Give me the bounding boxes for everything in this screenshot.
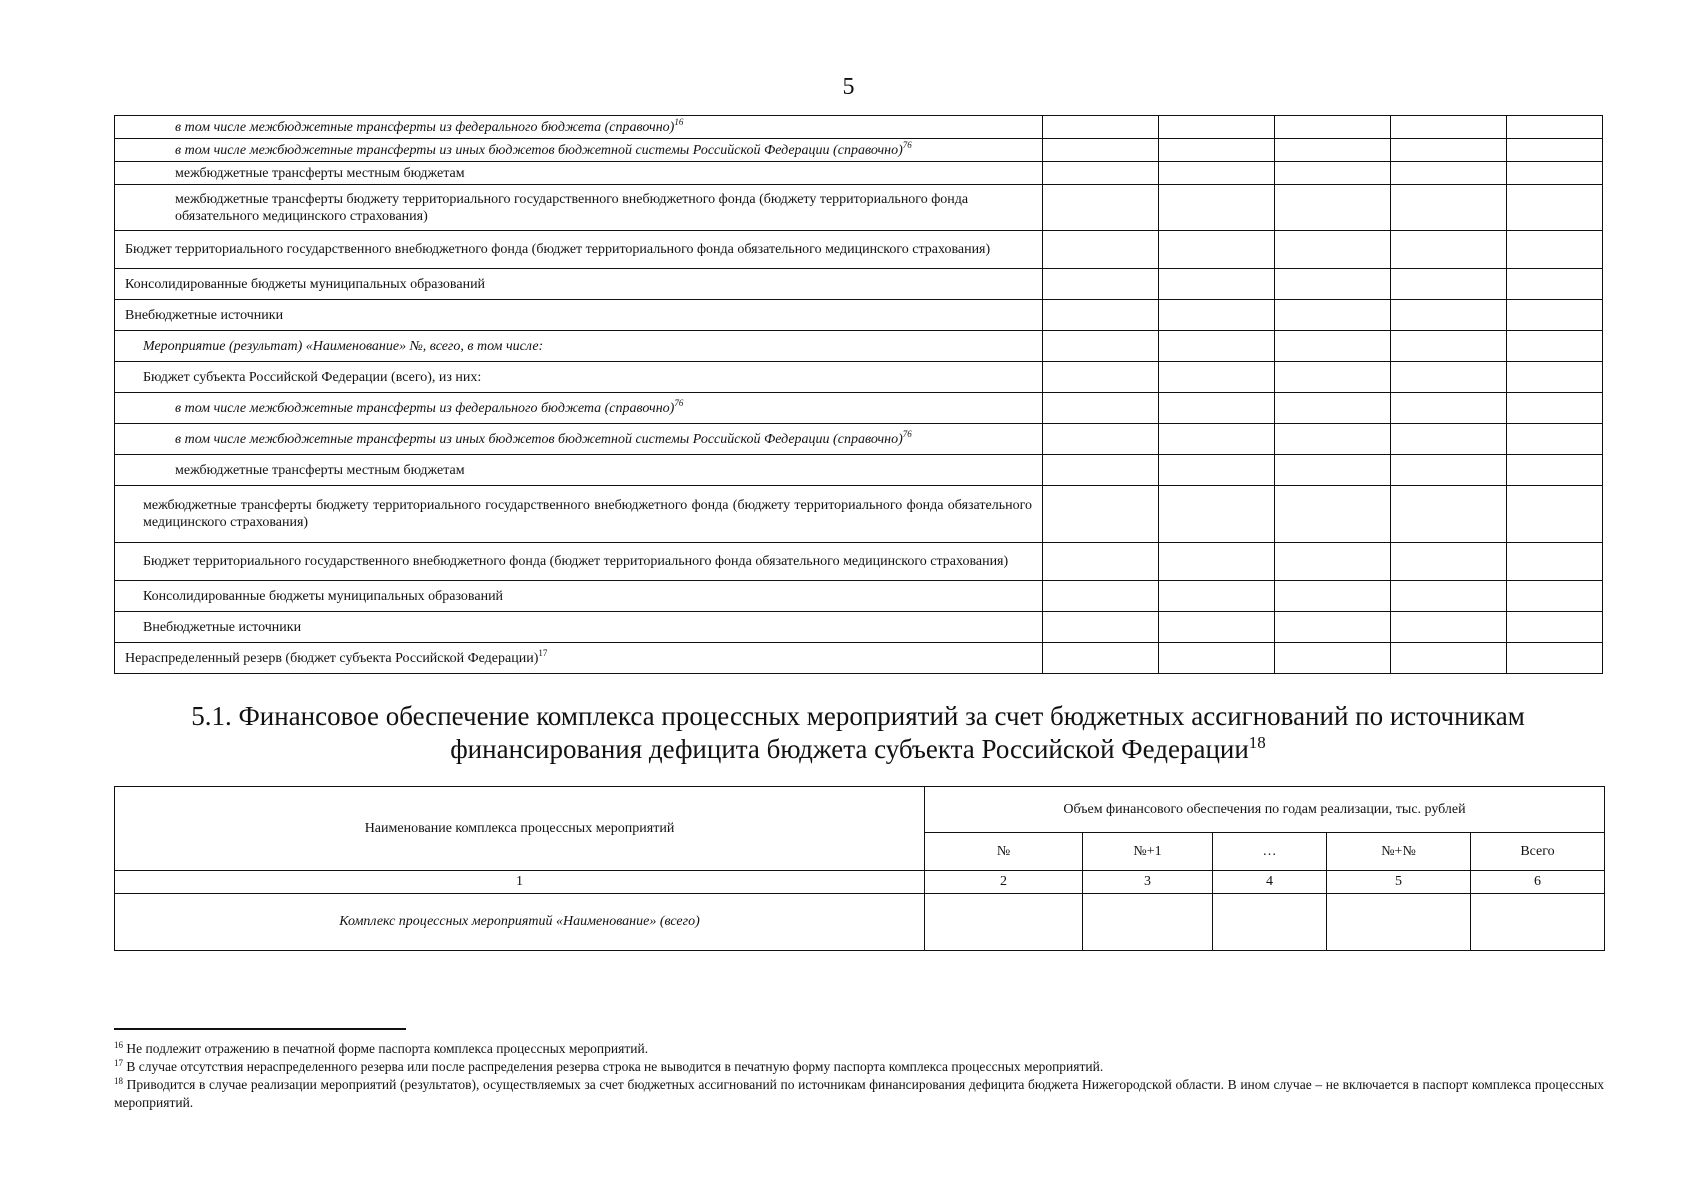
value-cell [1391, 185, 1507, 231]
value-cell [1043, 231, 1159, 269]
value-cell [1391, 543, 1507, 581]
footnote-ref: 76 [902, 139, 912, 150]
footnote-ref: 16 [674, 116, 684, 127]
value-cell [1083, 894, 1213, 951]
value-cell [1391, 486, 1507, 543]
value-cell [1043, 362, 1159, 393]
value-cell [1275, 162, 1391, 185]
value-cell [1275, 185, 1391, 231]
value-cell [1043, 185, 1159, 231]
funding-row-label [115, 393, 1043, 424]
value-cell [1471, 894, 1605, 951]
value-cell [1391, 455, 1507, 486]
funding-row [115, 139, 1603, 162]
funding-row [115, 185, 1603, 231]
funding-row-text: Бюджет субъекта Российской Федерации (всего), из них: [143, 369, 482, 385]
value-cell [1391, 581, 1507, 612]
value-cell [1275, 231, 1391, 269]
funding-row-text: межбюджетные трансферты местным бюджетам [175, 165, 465, 181]
funding-row-text: Консолидированные бюджеты муниципальных образований [143, 588, 504, 604]
funding-row-text: в том числе межбюджетные трансферты из федерального бюджета (справочно) [175, 400, 675, 416]
footnote-text: Приводится в случае реализации мероприятий (результатов), осуществляемых за счет бюджетных ассигнований по источникам финансирования дефицита бюджета Нижегородской области. В ином случае – не включается в паспорт комплекса процессных мероприятий. [114, 1077, 1605, 1110]
value-cell [1507, 162, 1603, 185]
value-cell [1275, 300, 1391, 331]
value-cell [1275, 393, 1391, 424]
footnote [114, 1040, 1604, 1058]
value-cell [1043, 543, 1159, 581]
value-cell [1043, 162, 1159, 185]
funding-row [115, 231, 1603, 269]
value-cell [1275, 269, 1391, 300]
value-cell [1043, 612, 1159, 643]
column-number: 3 [1083, 871, 1213, 894]
value-cell [1159, 331, 1275, 362]
name-column-header: Наименование комплекса процессных мероприятий [115, 787, 925, 871]
value-cell [1159, 455, 1275, 486]
value-cell [1507, 269, 1603, 300]
funding-row-label [115, 162, 1043, 185]
section-title-text: 5.1. Финансовое обеспечение комплекса процессных мероприятий за счет бюджетных ассигнований по источникам финансирования дефицита бюджета субъекта Российской Федерации [191, 701, 1525, 764]
value-cell [1159, 162, 1275, 185]
funding-row [115, 162, 1603, 185]
value-cell [1507, 643, 1603, 674]
funding-row-text: в том числе межбюджетные трансферты из федерального бюджета (справочно) [175, 119, 675, 135]
column-number: 6 [1471, 871, 1605, 894]
footnote-text: В случае отсутствия нераспределенного резерва или после распределения резерва строка не выводится в печатную форму паспорта комплекса процессных мероприятий. [126, 1059, 1104, 1074]
funding-row [115, 393, 1603, 424]
funding-row-text: Мероприятие (результат) «Наименование» №, всего, в том числе: [143, 338, 544, 354]
value-cell [1159, 486, 1275, 543]
footnote-ref: 76 [674, 397, 684, 408]
funding-row-label [115, 486, 1043, 543]
value-cell [1159, 612, 1275, 643]
funding-row [115, 543, 1603, 581]
footnote [114, 1076, 1604, 1112]
year-header: № [925, 833, 1083, 871]
value-cell [1507, 486, 1603, 543]
value-cell [1159, 116, 1275, 139]
value-cell [1159, 139, 1275, 162]
value-cell [1043, 269, 1159, 300]
volume-header: Объем финансового обеспечения по годам реализации, тыс. рублей [925, 787, 1605, 833]
funding-row-label [115, 300, 1043, 331]
value-cell [1159, 185, 1275, 231]
value-cell [1275, 424, 1391, 455]
value-cell [1159, 393, 1275, 424]
funding-row-label [115, 424, 1043, 455]
funding-row-text: межбюджетные трансферты бюджету территориального государственного внебюджетного фонда (бюджету территориального фонда обязательного медицинского страхования) [175, 191, 969, 224]
value-cell [1275, 455, 1391, 486]
funding-row-label [115, 139, 1043, 162]
value-cell [1507, 331, 1603, 362]
funding-row-text: в том числе межбюджетные трансферты из иных бюджетов бюджетной системы Российской Федерации (справочно) [175, 142, 903, 158]
value-cell [1391, 300, 1507, 331]
value-cell [1159, 269, 1275, 300]
value-cell [1507, 543, 1603, 581]
value-cell [1043, 393, 1159, 424]
value-cell [1391, 424, 1507, 455]
footnote-separator [114, 1028, 406, 1030]
funding-row-text: Бюджет территориального государственного внебюджетного фонда (бюджет территориального фонда обязательного медицинского страхования) [143, 554, 1009, 569]
value-cell [1043, 116, 1159, 139]
value-cell [1159, 581, 1275, 612]
value-cell [1391, 393, 1507, 424]
value-cell [1275, 362, 1391, 393]
footnote [114, 1058, 1604, 1076]
value-cell [1327, 894, 1471, 951]
value-cell [1275, 543, 1391, 581]
funding-row-label [115, 455, 1043, 486]
footnote-ref: 76 [902, 428, 912, 439]
funding-row [115, 486, 1603, 543]
funding-row [115, 424, 1603, 455]
funding-row [115, 643, 1603, 674]
column-number: 5 [1327, 871, 1471, 894]
section-title [114, 700, 1602, 766]
funding-row [115, 455, 1603, 486]
funding-row [115, 269, 1603, 300]
value-cell [1043, 331, 1159, 362]
funding-row-text: Консолидированные бюджеты муниципальных образований [125, 276, 486, 292]
value-cell [1043, 300, 1159, 331]
value-cell [1507, 362, 1603, 393]
year-header: №+№ [1327, 833, 1471, 871]
footnotes [114, 1040, 1604, 1112]
value-cell [1507, 185, 1603, 231]
section-title-footnote-ref: 18 [1248, 733, 1266, 752]
funding-row-label [115, 116, 1043, 139]
funding-row-text: Внебюджетные источники [125, 307, 284, 323]
value-cell [1043, 455, 1159, 486]
complex-row-label: Комплекс процессных мероприятий «Наименование» (всего) [115, 894, 925, 951]
funding-row-label [115, 269, 1043, 300]
funding-row-text: Бюджет территориального государственного внебюджетного фонда (бюджет территориального фонда обязательного медицинского страхования) [125, 242, 991, 257]
footnote-ref: 17 [538, 647, 548, 658]
column-number: 4 [1213, 871, 1327, 894]
value-cell [1043, 139, 1159, 162]
year-header: … [1213, 833, 1327, 871]
footnote-number: 18 [114, 1076, 123, 1086]
value-cell [1275, 139, 1391, 162]
year-header: №+1 [1083, 833, 1213, 871]
funding-row-text: межбюджетные трансферты бюджету территориального государственного внебюджетного фонда (бюджету территориального фонда обязательного медицинского страхования) [143, 498, 1032, 530]
footnote-text: Не подлежит отражению в печатной форме паспорта комплекса процессных мероприятий. [126, 1041, 649, 1056]
funding-row-label [115, 185, 1043, 231]
value-cell [1391, 362, 1507, 393]
value-cell [1159, 300, 1275, 331]
total-header: Всего [1471, 833, 1605, 871]
value-cell [1275, 643, 1391, 674]
page-number: 5 [842, 74, 855, 100]
value-cell [1507, 581, 1603, 612]
funding-row-text: межбюджетные трансферты местным бюджетам [175, 462, 465, 478]
funding-row-label [115, 581, 1043, 612]
value-cell [1391, 139, 1507, 162]
funding-row-text: Внебюджетные источники [143, 619, 302, 635]
value-cell [1043, 424, 1159, 455]
value-cell [1159, 543, 1275, 581]
funding-row [115, 581, 1603, 612]
value-cell [1159, 643, 1275, 674]
footnote-number: 16 [114, 1040, 123, 1050]
funding-row [115, 362, 1603, 393]
value-cell [1391, 116, 1507, 139]
value-cell [1391, 612, 1507, 643]
value-cell [1213, 894, 1327, 951]
value-cell [1043, 581, 1159, 612]
value-cell [1507, 424, 1603, 455]
value-cell [1391, 643, 1507, 674]
funding-row-text: в том числе межбюджетные трансферты из иных бюджетов бюджетной системы Российской Федерации (справочно) [175, 431, 903, 447]
funding-row-label [115, 331, 1043, 362]
value-cell [1507, 139, 1603, 162]
value-cell [1275, 486, 1391, 543]
funding-row-label [115, 231, 1043, 269]
funding-row-label [115, 362, 1043, 393]
value-cell [1391, 231, 1507, 269]
value-cell [1507, 393, 1603, 424]
funding-row [115, 612, 1603, 643]
column-number: 1 [115, 871, 925, 894]
value-cell [1275, 116, 1391, 139]
column-number: 2 [925, 871, 1083, 894]
footnote-number: 17 [114, 1058, 123, 1068]
funding-row [115, 300, 1603, 331]
value-cell [1159, 424, 1275, 455]
value-cell [1507, 231, 1603, 269]
funding-row-label [115, 612, 1043, 643]
funding-sources-table [114, 115, 1603, 674]
value-cell [1275, 331, 1391, 362]
funding-row-label [115, 543, 1043, 581]
value-cell [1159, 231, 1275, 269]
value-cell [1507, 116, 1603, 139]
value-cell [1391, 269, 1507, 300]
value-cell [1391, 162, 1507, 185]
value-cell [1043, 486, 1159, 543]
deficit-financing-table [114, 786, 1605, 951]
value-cell [1507, 612, 1603, 643]
value-cell [1043, 643, 1159, 674]
funding-row-label [115, 643, 1043, 674]
funding-row [115, 331, 1603, 362]
value-cell [1391, 331, 1507, 362]
funding-row [115, 116, 1603, 139]
value-cell [1159, 362, 1275, 393]
funding-row-text: Нераспределенный резерв (бюджет субъекта Российской Федерации) [125, 650, 539, 666]
value-cell [925, 894, 1083, 951]
value-cell [1507, 455, 1603, 486]
value-cell [1275, 612, 1391, 643]
value-cell [1507, 300, 1603, 331]
value-cell [1275, 581, 1391, 612]
